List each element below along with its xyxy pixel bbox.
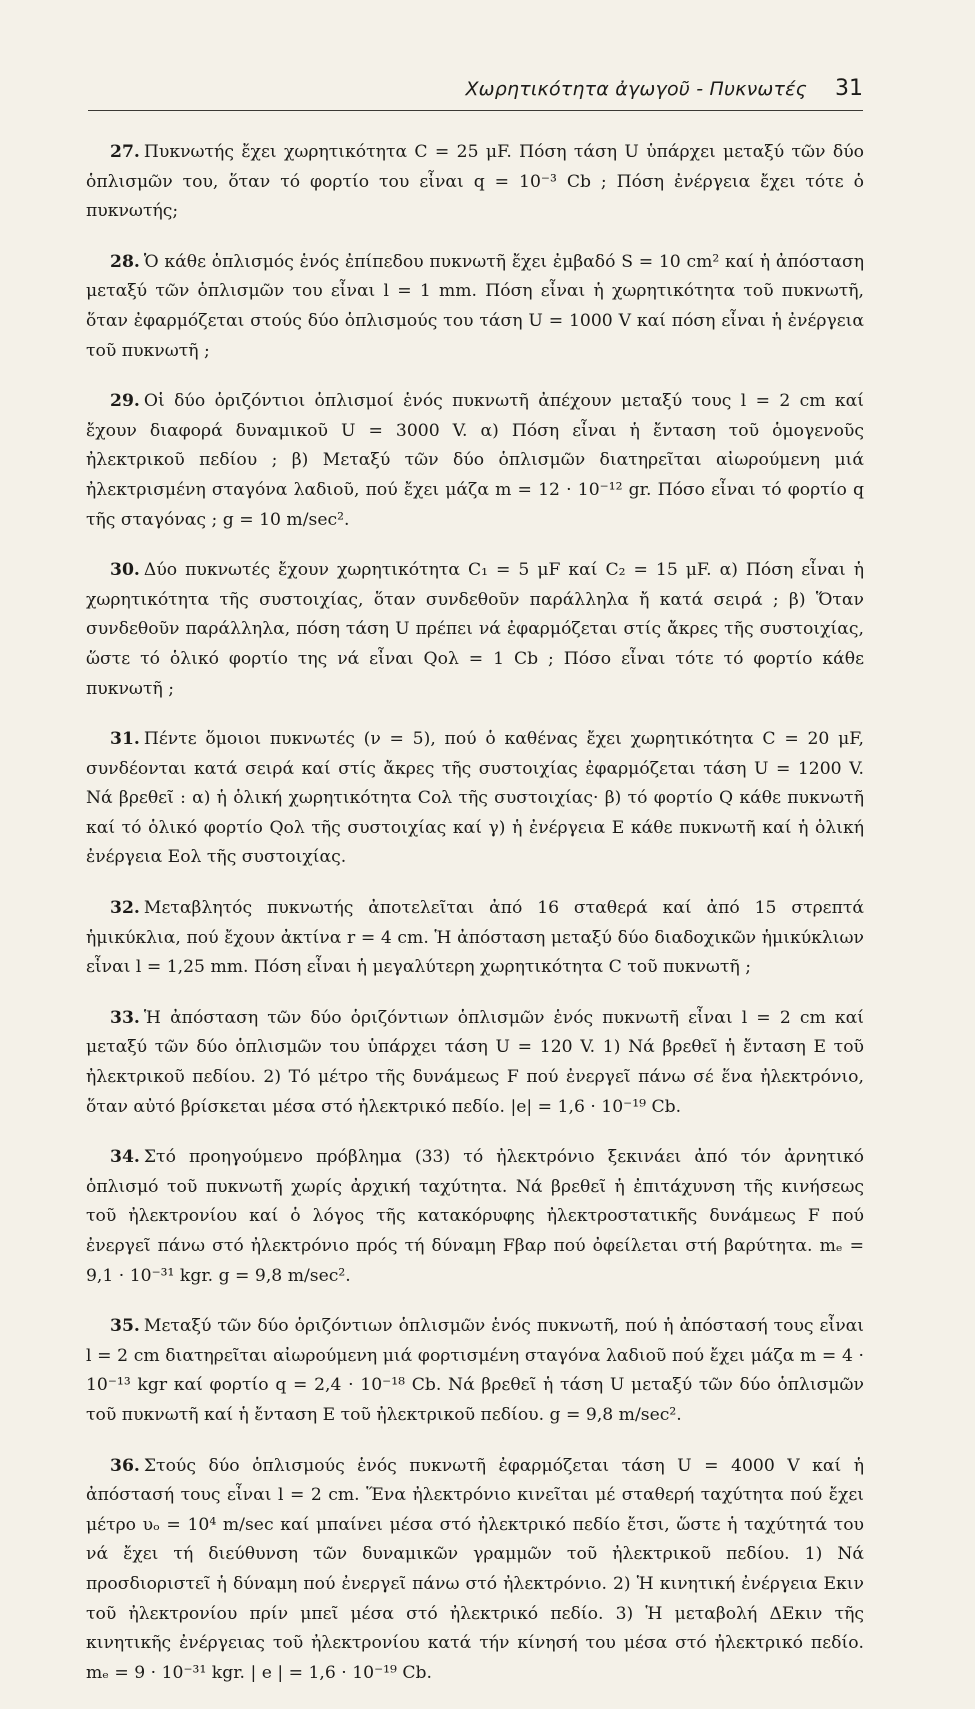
problem-32	[86, 894, 864, 983]
problem-text: Στούς δύο ὁπλισμούς ἑνός πυκνωτῆ ἐφαρμόζεται τάση U = 4000 V καί ἡ ἀπόστασή τους εἶναι l = 2 cm. Ἕνα ἠλεκτρόνιο κινεῖται μέ σταθερή ταχύτητα πού ἔχει μέτρο υₒ = 10⁴ m/sec καί μπαίνει μέσα στό ἠλεκτρικό πεδίο ἔτσι, ὥστε ἡ ταχύτητά του νά ἔχει τή διεύθυνση τῶν δυναμικῶν γραμμῶν τοῦ ἠλεκτρικοῦ πεδίου. 1) Νά προσδιοριστεῖ ἡ δύναμη πού ἐνεργεῖ πάνω στό ἠλεκτρόνιο. 2) Ἡ κινητική ἐνέργεια Eκιν τοῦ ἠλεκτρονίου πρίν μπεῖ μέσα στό ἠλεκτρικό πεδίο. 3) Ἡ μεταβολή ΔEκιν τῆς κινητικῆς ἐνέργειας τοῦ ἠλεκτρονίου κατά τήν κίνησή του μέσα στό ἠλεκτρικό πεδίο. mₑ = 9 · 10⁻³¹ kgr. | e | = 1,6 · 10⁻¹⁹ Cb.	[86, 1455, 864, 1683]
problem-35	[86, 1312, 864, 1430]
problem-text: Στό προηγούμενο πρόβλημα (33) τό ἠλεκτρόνιο ξεκινάει ἀπό τόν ἀρνητικό ὁπλισμό τοῦ πυκνωτῆ χωρίς ἀρχική ταχύτητα. Νά βρεθεῖ ἡ ἐπιτάχυνση τῆς κινήσεως τοῦ ἠλεκτρονίου καί ὁ λόγος τῆς κατακόρυφης ἠλεκτροστατικῆς δυνάμεως F πού ἐνεργεῖ πάνω στό ἠλεκτρόνιο πρός τή δύναμη Fβαρ πού ὀφείλεται στή βαρύτητα. mₑ = 9,1 · 10⁻³¹ kgr. g = 9,8 m/sec².	[86, 1147, 864, 1286]
problem-29	[86, 387, 864, 535]
problem-number: 31.	[110, 729, 140, 750]
problem-27	[86, 138, 864, 227]
page-number: 31	[835, 76, 863, 101]
problem-text: Ὁ κάθε ὁπλισμός ἑνός ἐπίπεδου πυκνωτῆ ἔχει ἐμβαδό S = 10 cm² καί ἡ ἀπόσταση μεταξύ τῶν ὁπλισμῶν του εἶναι l = 1 mm. Πόση εἶναι ἡ χωρητικότητα τοῦ πυκνωτῆ, ὅταν ἐφαρμόζεται στούς δύο ὁπλισμούς του τάση U = 1000 V καί πόση εἶναι ἡ ἐνέργεια τοῦ πυκνωτῆ ;	[86, 251, 864, 361]
header-title: Χωρητικότητα ἀγωγοῦ - Πυκνωτές	[465, 78, 807, 100]
problem-text: Μεταξύ τῶν δύο ὁριζόντιων ὁπλισμῶν ἑνός πυκνωτῆ, πού ἡ ἀπόστασή τους εἶναι l = 2 cm διατηρεῖται αἰωρούμενη μιά φορτισμένη σταγόνα λαδιοῦ πού ἔχει μάζα m = 4 · 10⁻¹³ kgr καί φορτίο q = 2,4 · 10⁻¹⁸ Cb. Νά βρεθεῖ ἡ τάση U μεταξύ τῶν δύο ὁπλισμῶν τοῦ πυκνωτῆ καί ἡ ἔνταση E τοῦ ἠλεκτρικοῦ πεδίου. g = 9,8 m/sec².	[86, 1316, 864, 1425]
problem-text: Πυκνωτής ἔχει χωρητικότητα C = 25 μF. Πόση τάση U ὑπάρχει μεταξύ τῶν δύο ὁπλισμῶν του, ὅταν τό φορτίο του εἶναι q = 10⁻³ Cb ; Πόση ἐνέργεια ἔχει τότε ὁ πυκνωτής;	[86, 142, 864, 222]
problem-number: 32.	[110, 898, 140, 919]
problem-text: Πέντε ὅμοιοι πυκνωτές (ν = 5), πού ὁ καθένας ἔχει χωρητικότητα C = 20 μF, συνδέονται κατά σειρά καί στίς ἄκρες τῆς συστοιχίας ἐφαρμόζεται τάση U = 1200 V. Νά βρεθεῖ : α) ἡ ὁλική χωρητικότητα Cολ τῆς συστοιχίας· β) τό φορτίο Q κάθε πυκνωτῆ καί τό ὁλικό φορτίο Qολ τῆς συστοιχίας καί γ) ἡ ἐνέργεια E κάθε πυκνωτῆ καί ἡ ὁλική ἐνέργεια Eολ τῆς συστοιχίας.	[86, 729, 864, 868]
problem-number: 35.	[110, 1316, 140, 1337]
problem-text: Ἡ ἀπόσταση τῶν δύο ὁριζόντιων ὁπλισμῶν ἑνός πυκνωτῆ εἶναι l = 2 cm καί μεταξύ τῶν δύο ὁπλισμῶν του ὑπάρχει τάση U = 120 V. 1) Νά βρεθεῖ ἡ ἔνταση E τοῦ ἠλεκτρικοῦ πεδίου. 2) Τό μέτρο τῆς δυνάμεως F πού ἐνεργεῖ πάνω σέ ἕνα ἠλεκτρόνιο, ὅταν αὐτό βρίσκεται μέσα στό ἠλεκτρικό πεδίο. |e| = 1,6 · 10⁻¹⁹ Cb.	[86, 1007, 864, 1117]
problem-number: 29.	[110, 391, 140, 412]
problem-34	[86, 1143, 864, 1291]
problem-number: 28.	[110, 251, 140, 272]
problem-text: Δύο πυκνωτές ἔχουν χωρητικότητα C₁ = 5 μF καί C₂ = 15 μF. α) Πόση εἶναι ἡ χωρητικότητα τῆς συστοιχίας, ὅταν συνδεθοῦν παράλληλα ἤ κατά σειρά ; β) Ὅταν συνδεθοῦν παράλληλα, πόση τάση U πρέπει νά ἐφαρμόζεται στίς ἄκρες τῆς συστοιχίας, ὥστε τό ὁλικό φορτίο της νά εἶναι Qολ = 1 Cb ; Πόσο εἶναι τότε τό φορτίο κάθε πυκνωτῆ ;	[86, 560, 864, 699]
problem-31	[86, 725, 864, 873]
problem-36	[86, 1452, 864, 1689]
problem-number: 30.	[110, 560, 140, 581]
problem-text: Οἱ δύο ὁριζόντιοι ὁπλισμοί ἑνός πυκνωτῆ ἀπέχουν μεταξύ τους l = 2 cm καί ἔχουν διαφορά δυναμικοῦ U = 3000 V. α) Πόση εἶναι ἡ ἔνταση τοῦ ὁμογενοῦς ἠλεκτρικοῦ πεδίου ; β) Μεταξύ τῶν δύο ὁπλισμῶν διατηρεῖται αἰωρούμενη μιά ἠλεκτρισμένη σταγόνα λαδιοῦ, πού ἔχει μάζα m = 12 · 10⁻¹² gr. Πόσο εἶναι τό φορτίο q τῆς σταγόνας ; g = 10 m/sec².	[86, 391, 864, 530]
problem-number: 34.	[110, 1147, 140, 1168]
running-header	[88, 76, 863, 111]
problem-30	[86, 556, 864, 704]
problem-text: Μεταβλητός πυκνωτής ἀποτελεῖται ἀπό 16 σταθερά καί ἀπό 15 στρεπτά ἡμικύκλια, πού ἔχουν ἀκτίνα r = 4 cm. Ἡ ἀπόσταση μεταξύ δύο διαδοχικῶν ἡμικύκλιων εἶναι l = 1,25 mm. Πόση εἶναι ἡ μεγαλύτερη χωρητικότητα C τοῦ πυκνωτῆ ;	[86, 898, 864, 978]
problem-list	[86, 138, 864, 1709]
problem-33	[86, 1004, 864, 1122]
problem-number: 27.	[110, 142, 140, 162]
problem-number: 33.	[110, 1007, 140, 1028]
problem-number: 36.	[110, 1455, 140, 1476]
problem-28	[86, 248, 864, 366]
